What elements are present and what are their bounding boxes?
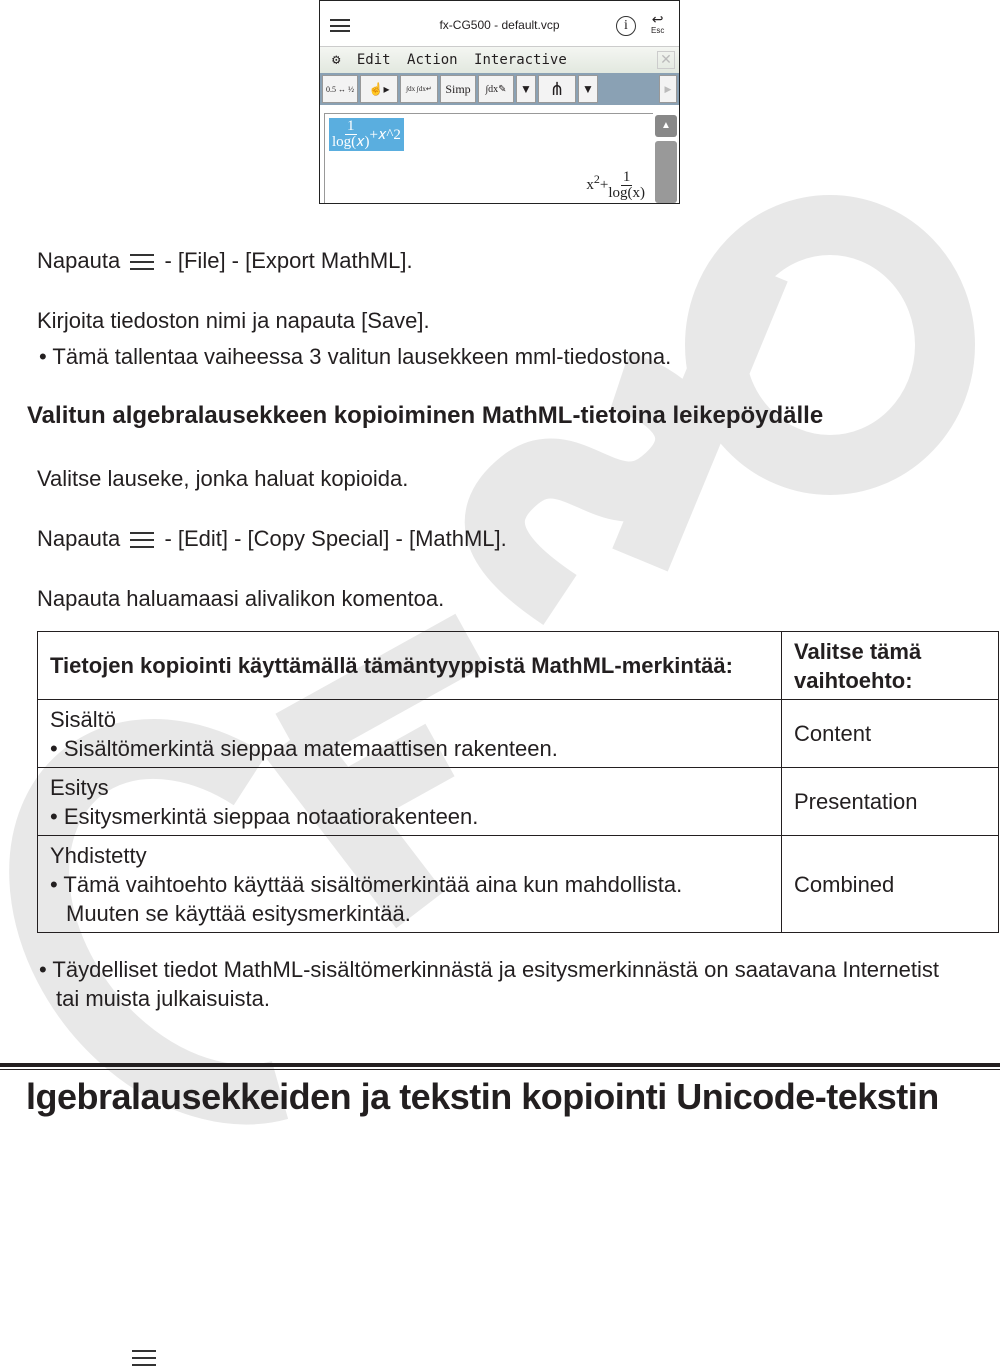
menu-edit[interactable]: Edit	[356, 52, 391, 68]
next-section-heading: lgebralausekkeiden ja tekstin kopiointi Unicode-tekstin	[26, 1076, 939, 1117]
calc-title-bar	[320, 1, 679, 47]
calc-toolbar	[320, 73, 679, 105]
section-heading: Valitun algebralausekkeen kopioiminen MathML-tietoina leikepöydälle	[27, 402, 824, 429]
row-option: Presentation	[782, 768, 999, 836]
step-save-note: • Tämä tallentaa vaiheessa 3 valitun lausekkeen mml-tiedostona.	[39, 344, 672, 369]
settings-gear-icon[interactable]: ⚙	[332, 52, 341, 68]
row-title: Esitys	[50, 774, 109, 800]
esc-label: Esc	[651, 26, 665, 35]
table-row	[38, 836, 999, 933]
toolbar-scroll-right-icon[interactable]: ▶	[659, 75, 677, 103]
step-text: Napauta	[37, 248, 121, 273]
result-expression	[586, 170, 645, 201]
table-row	[38, 700, 999, 768]
row-desc: • Tämä vaihtoehto käyttää sisältömerkintää aina kun mahdollista.	[50, 871, 683, 897]
scroll-thumb[interactable]	[655, 141, 677, 203]
calc-title: fx-CG500 - default.vcp	[439, 18, 560, 32]
row-description-cell	[38, 768, 782, 836]
calc-menu-bar	[320, 47, 679, 73]
calc-work-area[interactable]	[324, 113, 653, 203]
toolbar-simp-button[interactable]: Simp	[440, 75, 476, 103]
section-divider	[0, 1063, 1000, 1067]
info-icon[interactable]: i	[616, 16, 636, 36]
toolbar-integral-edit-button[interactable]: ∫dx✎	[478, 75, 514, 103]
table-header: Valitse tämä vaihtoehto:	[782, 632, 999, 700]
step-text: - [File] - [Export MathML].	[164, 248, 413, 273]
row-option: Content	[782, 700, 999, 768]
table-header: Tietojen kopiointi käyttämällä tämäntyyppistä MathML-merkintää:	[38, 632, 782, 700]
input-tail: +𝑥^2	[369, 126, 401, 143]
row-title: Yhdistetty	[50, 842, 147, 868]
selected-input-expression[interactable]	[329, 118, 404, 151]
scroll-up-icon[interactable]: ▲	[655, 115, 677, 137]
row-title: Sisältö	[50, 706, 117, 732]
result-lead: x	[586, 177, 594, 193]
close-icon[interactable]: ✕	[657, 51, 675, 69]
result-exponent: 2	[593, 172, 600, 186]
table-row	[38, 768, 999, 836]
input-numerator: 1	[347, 118, 355, 134]
row-desc: • Esitysmerkintä sieppaa notaatiorakenteen.	[50, 803, 479, 829]
step-submenu: Napauta haluamaasi alivalikon komentoa.	[37, 586, 445, 611]
step-save: Kirjoita tiedoston nimi ja napauta [Save].	[37, 308, 430, 333]
result-plus: +	[599, 177, 609, 193]
esc-button[interactable]	[651, 13, 664, 37]
input-denominator: log(𝑥)	[332, 134, 370, 150]
toolbar-drag-button[interactable]: ☝▸	[360, 75, 398, 103]
toolbar-integral-button[interactable]: ∫dx ∫dx↵	[400, 75, 438, 103]
row-description-cell	[38, 700, 782, 768]
menu-icon	[130, 532, 154, 548]
section-divider	[0, 1069, 1000, 1070]
row-option: Combined	[782, 836, 999, 933]
step-text: Napauta	[37, 526, 121, 551]
mathml-options-table	[37, 631, 999, 933]
toolbar-convert-button[interactable]: 0.5 ↔ ½	[322, 75, 358, 103]
menu-action[interactable]: Action	[407, 52, 458, 68]
step-export	[37, 248, 413, 274]
step-text: - [Edit] - [Copy Special] - [MathML].	[164, 526, 507, 551]
row-desc-cont: Muuten se käyttää esitysmerkintää.	[66, 900, 411, 926]
row-description-cell	[38, 836, 782, 933]
toolbar-graph-button[interactable]: ⋔	[538, 75, 576, 103]
footnote-cont: tai muista julkaisuista.	[56, 986, 270, 1011]
table-header-row	[38, 632, 999, 700]
back-arrow-icon: ↩	[651, 11, 664, 27]
step-select: Valitse lauseke, jonka haluat kopioida.	[37, 466, 409, 491]
menu-icon	[132, 1350, 156, 1366]
toolbar-dropdown-1[interactable]: ▼	[516, 75, 536, 103]
row-desc: • Sisältömerkintä sieppaa matemaattisen rakenteen.	[50, 735, 558, 761]
result-numerator: 1	[622, 169, 631, 185]
scrollbar[interactable]	[655, 115, 677, 203]
result-denominator: log(x)	[608, 185, 645, 201]
calculator-screenshot	[319, 0, 680, 204]
menu-interactive[interactable]: Interactive	[474, 52, 567, 68]
footnote: • Täydelliset tiedot MathML-sisältömerkinnästä ja esitysmerkinnästä on saatavana Internetist	[39, 957, 939, 982]
toolbar-dropdown-2[interactable]: ▼	[578, 75, 598, 103]
menu-icon	[130, 254, 154, 270]
step-copy-special	[37, 526, 507, 552]
